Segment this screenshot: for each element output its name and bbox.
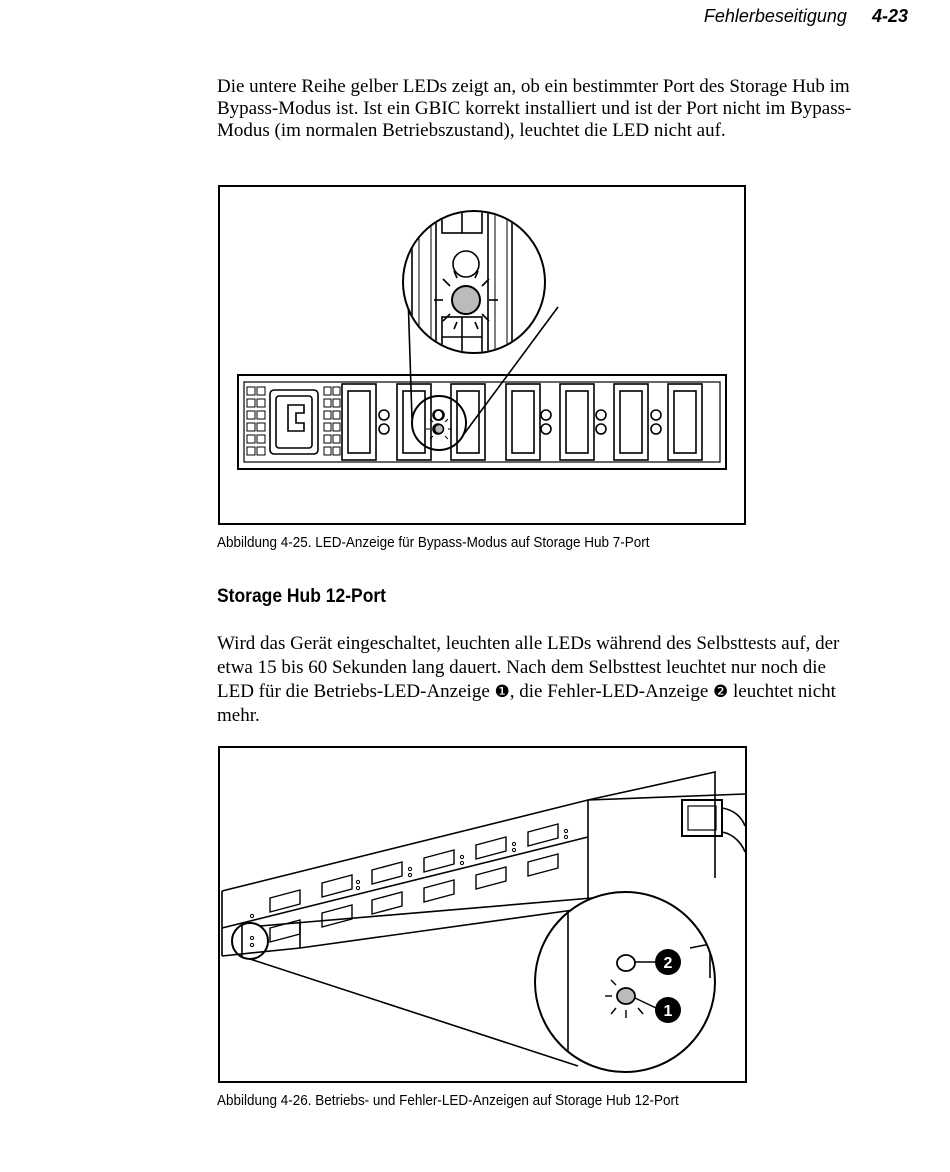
hub-12port-illustration [220, 748, 745, 1081]
paragraph-12port [217, 632, 857, 728]
section-heading: Storage Hub 12-Port [217, 586, 387, 607]
callout-marker-2: ❷ [713, 682, 729, 702]
page-number: 4-23 [871, 6, 908, 26]
hub-7port-illustration [220, 187, 744, 523]
paragraph-bypass: Die untere Reihe gelber LEDs zeigt an, ob ein bestimmter Port des Storage Hub im Bypass-Modus ist. Ist ein GBIC korrekt installiert und ist der Port nicht im Bypass-Modus (im normalen Betriebszustand), leuchtet die LED nicht auf. [217, 76, 852, 141]
figure-bypass-led [218, 185, 746, 525]
section-title: Fehlerbeseitigung [703, 6, 847, 26]
page-header [704, 6, 908, 27]
callout-label-1: 1 [663, 1003, 673, 1020]
para2-text-2: , die Fehler-LED-Anzeige [509, 681, 714, 702]
figure1-caption: Abbildung 4-25. LED-Anzeige für Bypass-Modus auf Storage Hub 7-Port [217, 535, 650, 551]
figure2-caption: Abbildung 4-26. Betriebs- und Fehler-LED-Anzeigen auf Storage Hub 12-Port [217, 1093, 679, 1109]
para2-text-1: Wird das Gerät eingeschaltet, leuchten alle LEDs während des Selbsttests auf, der etwa 15 bis 60 Sekunden lang dauert. Nach dem Selbsttest leuchtet nur noch die LED für die Betriebs-LED-Anzeige [217, 633, 840, 702]
para2-text-3: leuchtet nicht mehr. [217, 681, 836, 726]
callout-marker-1: ❶ [494, 682, 510, 702]
figure-status-led [218, 746, 747, 1083]
callout-label-2: 2 [663, 955, 673, 972]
